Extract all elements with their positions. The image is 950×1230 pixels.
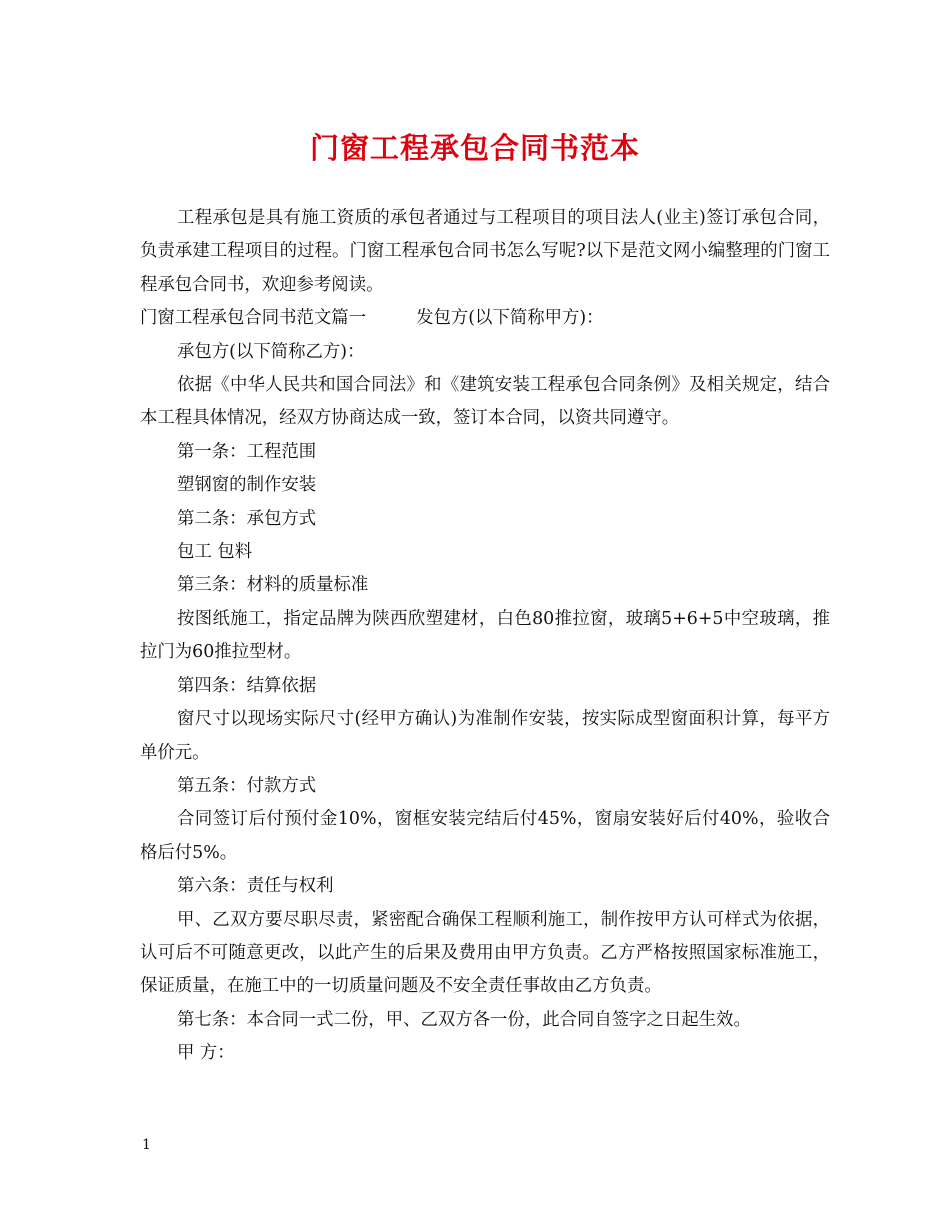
document-title: 门窗工程承包合同书范本 — [309, 131, 640, 165]
article-4-title: 第四条：结算依据 — [177, 675, 317, 696]
article-2-body: 包工 包料 — [177, 542, 253, 563]
article-3-body: 按图纸施工，指定品牌为陕西欣塑建材，白色80推拉窗，玻璃5+6+5中空玻璃，推拉门为60推拉型材。 — [140, 608, 830, 663]
basis-paragraph: 依据《中华人民共和国合同法》和《建筑安装工程承包合同条例》及相关规定，结合本工程具体情况，经双方协商达成一致，签订本合同，以资共同遵守。 — [140, 375, 830, 429]
party-a-intro: 发包方(以下简称甲方)： — [416, 308, 604, 329]
article-5-body: 合同签订后付预付金10%，窗框安装完结后付45%，窗扇安装好后付40%，验收合格后付5%。 — [140, 809, 830, 863]
article-2-title: 第二条：承包方式 — [177, 508, 317, 529]
article-1-title: 第一条：工程范围 — [177, 441, 317, 462]
article-1-body: 塑钢窗的制作安装 — [177, 475, 317, 496]
article-6-body: 甲、乙双方要尽职尽责，紧密配合确保工程顺利施工，制作按甲方认可样式为依据，认可后不可随意更改，以此产生的后果及费用由甲方负责。乙方严格按照国家标准施工，保证质量，在施工中的一切质量问题及不安全责任事故由乙方负责。 — [140, 909, 830, 997]
article-3-title: 第三条：材料的质量标准 — [177, 575, 369, 596]
section-heading: 门窗工程承包合同书范文篇一 — [140, 308, 367, 329]
article-7: 第七条：本合同一式二份，甲、乙双方各一份，此合同自签字之日起生效。 — [177, 1009, 751, 1030]
party-a-signature: 甲 方： — [177, 1043, 235, 1064]
article-4-body: 窗尺寸以现场实际尺寸(经甲方确认)为准制作安装，按实际成型窗面积计算，每平方单价元。 — [140, 709, 830, 763]
article-6-title: 第六条：责任与权利 — [177, 876, 334, 897]
page-number: 1 — [142, 1137, 151, 1153]
section-heading-line — [140, 302, 830, 335]
document-body — [140, 202, 830, 1071]
article-5-title: 第五条：付款方式 — [177, 775, 317, 796]
intro-paragraph: 工程承包是具有施工资质的承包者通过与工程项目的项目法人(业主)签订承包合同，负责承建工程项目的过程。门窗工程承包合同书怎么写呢?以下是范文网小编整理的门窗工程承包合同书，欢迎参考阅读。 — [140, 208, 830, 295]
party-b-intro: 承包方(以下简称乙方)： — [177, 341, 365, 362]
